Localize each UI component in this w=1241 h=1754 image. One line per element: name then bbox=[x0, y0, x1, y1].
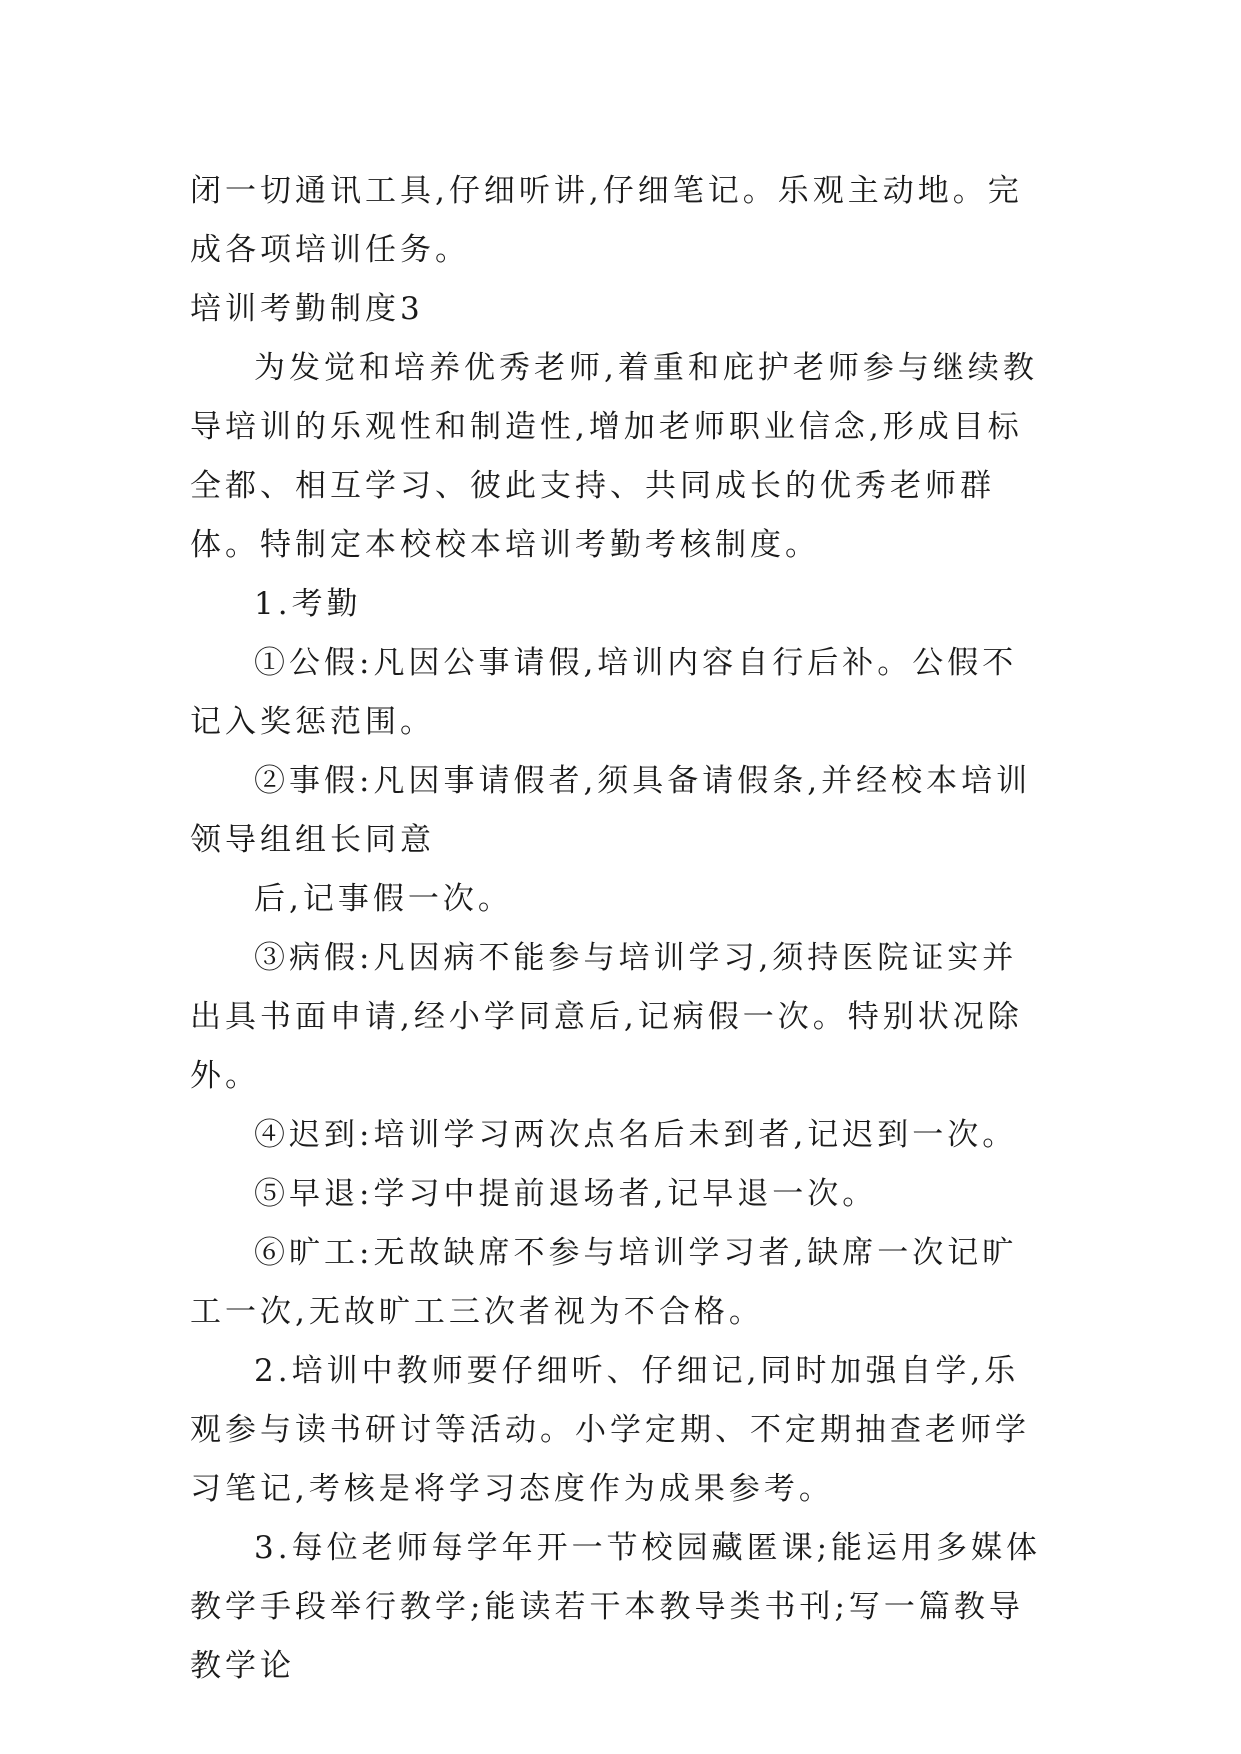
heading-attendance: 1.考勤 bbox=[254, 586, 362, 622]
paragraph-item-3: 3.每位老师每学年开一节校园藏匿课;能运用多媒体教学手段举行教学;能读若干本教导类书刊;写一篇教导教学论 bbox=[190, 1530, 1042, 1684]
rule-personal-leave: ②事假:凡因事请假者,须具备请假条,并经校本培训领导组组长同意 bbox=[190, 763, 1032, 858]
rule-absence: ⑥旷工:无故缺席不参与培训学习者,缺席一次记旷工一次,无故旷工三次者视为不合格。 bbox=[190, 1235, 1018, 1330]
rule-sick-leave: ③病假:凡因病不能参与培训学习,须持医院证实并出具书面申请,经小学同意后,记病假一次。特别状况除外。 bbox=[190, 940, 1023, 1094]
paragraph-continued: 闭一切通讯工具,仔细听讲,仔细笔记。乐观主动地。完成各项培训任务。 bbox=[190, 173, 1023, 268]
document-body bbox=[190, 162, 1050, 1696]
section-title: 培训考勤制度3 bbox=[190, 291, 424, 327]
rule-early-leave: ⑤早退:学习中提前退场者,记早退一次。 bbox=[254, 1176, 878, 1212]
paragraph-intro: 为发觉和培养优秀老师,着重和庇护老师参与继续教导培训的乐观性和制造性,增加老师职业信念,形成目标全都、相互学习、彼此支持、共同成长的优秀老师群体。特制定本校校本培训考勤考核制度。 bbox=[190, 350, 1038, 563]
paragraph-item-2: 2.培训中教师要仔细听、仔细记,同时加强自学,乐观参与读书研讨等活动。小学定期、不定期抽查老师学习笔记,考核是将学习态度作为成果参考。 bbox=[190, 1353, 1030, 1507]
rule-official-leave: ①公假:凡因公事请假,培训内容自行后补。公假不记入奖惩范围。 bbox=[190, 645, 1018, 740]
rule-late: ④迟到:培训学习两次点名后未到者,记迟到一次。 bbox=[254, 1117, 1018, 1153]
rule-personal-leave-continued: 后,记事假一次。 bbox=[254, 881, 513, 917]
